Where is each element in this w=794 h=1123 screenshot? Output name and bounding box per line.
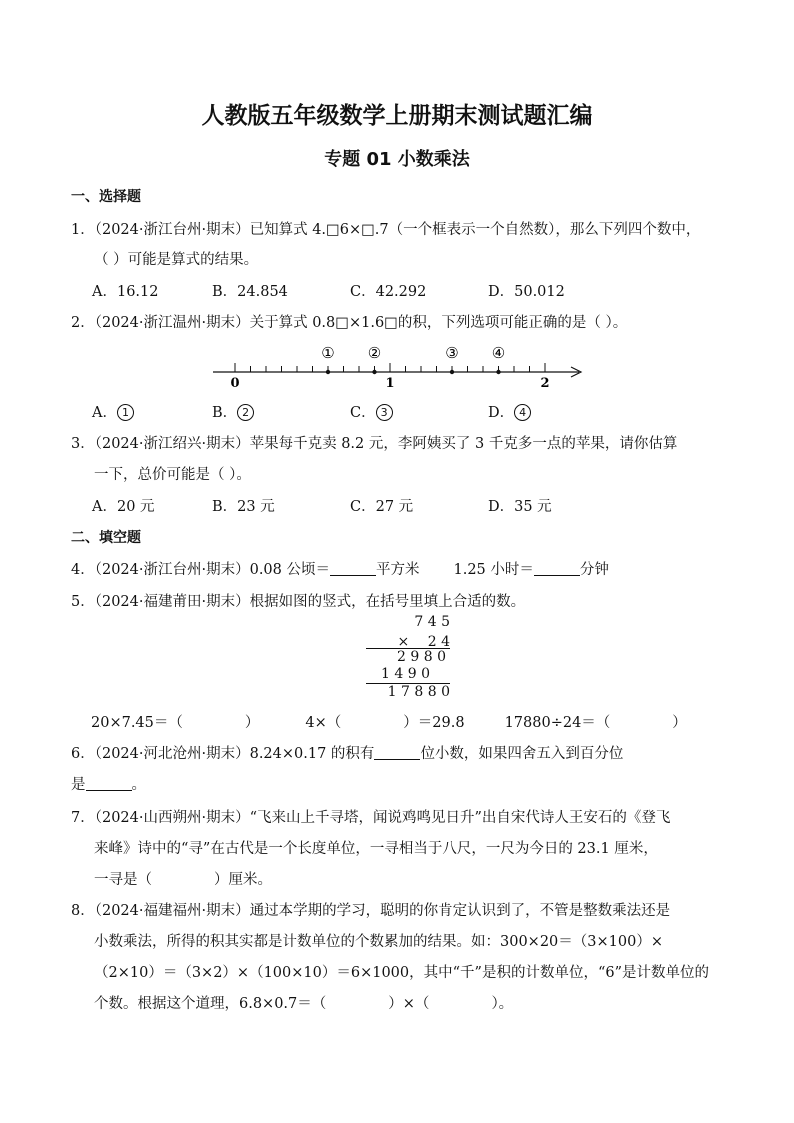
- q3-option-b[interactable]: B．23 元: [212, 499, 275, 515]
- q8-line4-prefix: 个数。根据这个道理，6.8×0.7＝（: [94, 996, 327, 1012]
- q2-option-b[interactable]: [212, 401, 254, 422]
- q2-option-c[interactable]: [350, 401, 393, 422]
- q4-blank-2[interactable]: [534, 561, 580, 576]
- vertical-multiplication: [362, 614, 450, 701]
- q5-blank1-suffix: ）: [244, 715, 260, 731]
- number-line-marker-label: ②: [367, 344, 382, 362]
- q8-stem-line3: （2×10）＝（3×2）×（100×10）＝6×1000，其中“千”是积的计数单位，“6”是计数单位的: [94, 965, 710, 981]
- q1-option-d[interactable]: D．50.012: [488, 284, 565, 300]
- q2-option-a-letter: A．: [92, 405, 117, 421]
- q3-option-d[interactable]: D．35 元: [488, 499, 552, 515]
- q6-blank-2[interactable]: [86, 776, 132, 791]
- page-subtitle: 专题 01 小数乘法: [324, 149, 470, 170]
- number-line-tick-label: 0: [230, 376, 240, 391]
- q8-stem-line1: 8．（2024·福建福州·期末）通过本学期的学习，聪明的你肯定认识到了，不管是整数乘法还是: [71, 903, 671, 919]
- q8-line4-suffix: ）。: [491, 996, 514, 1012]
- circled-four-icon: 4: [514, 404, 531, 421]
- q1-option-a[interactable]: A．16.12: [92, 284, 159, 300]
- q1-option-b[interactable]: B．24.854: [212, 284, 288, 300]
- q7-line3-prefix: 一寻是（: [94, 872, 152, 888]
- q2-option-d[interactable]: [488, 401, 531, 422]
- q8-stem-line4: [94, 992, 513, 1013]
- q6-blank-1[interactable]: [374, 745, 420, 760]
- partial-product-1: 2 9 8 0: [397, 649, 446, 665]
- q4-stem: [71, 558, 609, 579]
- q3-stem-line1: 3．（2024·浙江绍兴·期末）苹果每千克卖 8.2 元，李阿姨买了 3 千克多一点的苹果，请你估算: [71, 436, 678, 452]
- final-product: 1 7 8 8 0: [387, 684, 450, 700]
- q4-prefix: 4．（2024·浙江台州·期末）0.08 公顷＝: [71, 562, 330, 578]
- q5-blank3-prefix: 17880÷24＝（: [504, 715, 611, 731]
- q2-option-d-letter: D．: [488, 405, 515, 421]
- q3-option-c[interactable]: C．27 元: [350, 499, 414, 515]
- q7-stem-line3: [94, 868, 272, 889]
- q7-stem-line1: 7．（2024·山西朔州·期末）“飞来山上千寻塔，闻说鸡鸣见日升”出自宋代诗人王安石的《登飞: [71, 810, 671, 826]
- q2-option-b-letter: B．: [212, 405, 238, 421]
- q4-blank-1[interactable]: [330, 561, 376, 576]
- q5-stem: 5．（2024·福建莆田·期末）根据如图的竖式，在括号里填上合适的数。: [71, 594, 526, 610]
- q2-stem-line1: 2．（2024·浙江温州·期末）关于算式 0.8□×1.6□的积，下列选项可能正确的是（ ）。: [71, 315, 628, 331]
- q6-line2-prefix: 是: [71, 777, 86, 793]
- number-line-tick-label: 1: [385, 376, 395, 391]
- q7-stem-line2: 来峰》诗中的“寻”在古代是一个长度单位，一寻相当于八尺，一尺为今日的 23.1 厘米，: [94, 841, 658, 857]
- number-line-point: [372, 370, 376, 374]
- circled-two-icon: 2: [237, 404, 254, 421]
- q5-blank3-suffix: ）: [672, 715, 687, 731]
- q4-unit-1: 平方米: [376, 562, 420, 578]
- q8-stem-line2: 小数乘法，所得的积其实都是计数单位的个数累加的结果。如：300×20＝（3×100）×: [94, 934, 663, 950]
- q5-blank2-suffix: ）＝29.8: [403, 715, 465, 731]
- q7-line3-suffix: ）厘米。: [214, 872, 272, 888]
- q6-stem-line1: [71, 742, 623, 763]
- number-line-marker-label: ①: [321, 344, 335, 362]
- q3-stem-line2: 一下，总价可能是（ ）。: [94, 467, 251, 483]
- q4-unit-2: 分钟: [579, 562, 609, 578]
- circled-three-icon: 3: [376, 404, 393, 421]
- q1-option-c[interactable]: C．42.292: [350, 284, 427, 300]
- multiplier: × 2 4: [397, 634, 450, 650]
- number-line-marker-label: ④: [491, 344, 506, 362]
- page-title: 人教版五年级数学上册期末测试题汇编: [201, 103, 593, 129]
- q6-line2-suffix: 。: [131, 777, 146, 793]
- number-line-point: [326, 370, 330, 374]
- q6-prefix: 6．（2024·河北沧州·期末）8.24×0.17 的积有: [71, 746, 375, 762]
- q4-mid: 1.25 小时＝: [453, 562, 534, 578]
- number-line-point: [496, 370, 500, 374]
- number-line-tick-label: 2: [540, 376, 550, 391]
- q1-stem-line2: （ ）可能是算式的结果。: [94, 252, 259, 268]
- q3-option-a[interactable]: A．20 元: [92, 499, 155, 515]
- section-heading-fill: 二、填空题: [71, 530, 141, 546]
- q2-option-c-letter: C．: [350, 405, 376, 421]
- partial-product-2: 1 4 9 0: [381, 666, 430, 682]
- number-line-point: [450, 370, 454, 374]
- number-line-marker-label: ③: [445, 344, 459, 362]
- q5-blanks-row: [91, 711, 687, 732]
- q6-mid: 位小数，如果四舍五入到百分位: [420, 746, 624, 762]
- q8-line4-mid: ）×（: [388, 996, 430, 1012]
- q5-blank2-prefix: 4×（: [305, 715, 342, 731]
- circled-one-icon: 1: [117, 404, 134, 421]
- q6-stem-line2: [71, 773, 146, 794]
- section-heading-choice: 一、选择题: [71, 189, 141, 205]
- q5-blank1-prefix: 20×7.45＝（: [91, 715, 183, 731]
- multiplicand: 7 4 5: [414, 614, 450, 630]
- q2-option-a[interactable]: [92, 401, 134, 422]
- number-line-figure: [205, 340, 590, 392]
- q1-stem-line1: 1．（2024·浙江台州·期末）已知算式 4.□6×□.7（一个框表示一个自然数），那么下列四个数中，: [71, 222, 701, 238]
